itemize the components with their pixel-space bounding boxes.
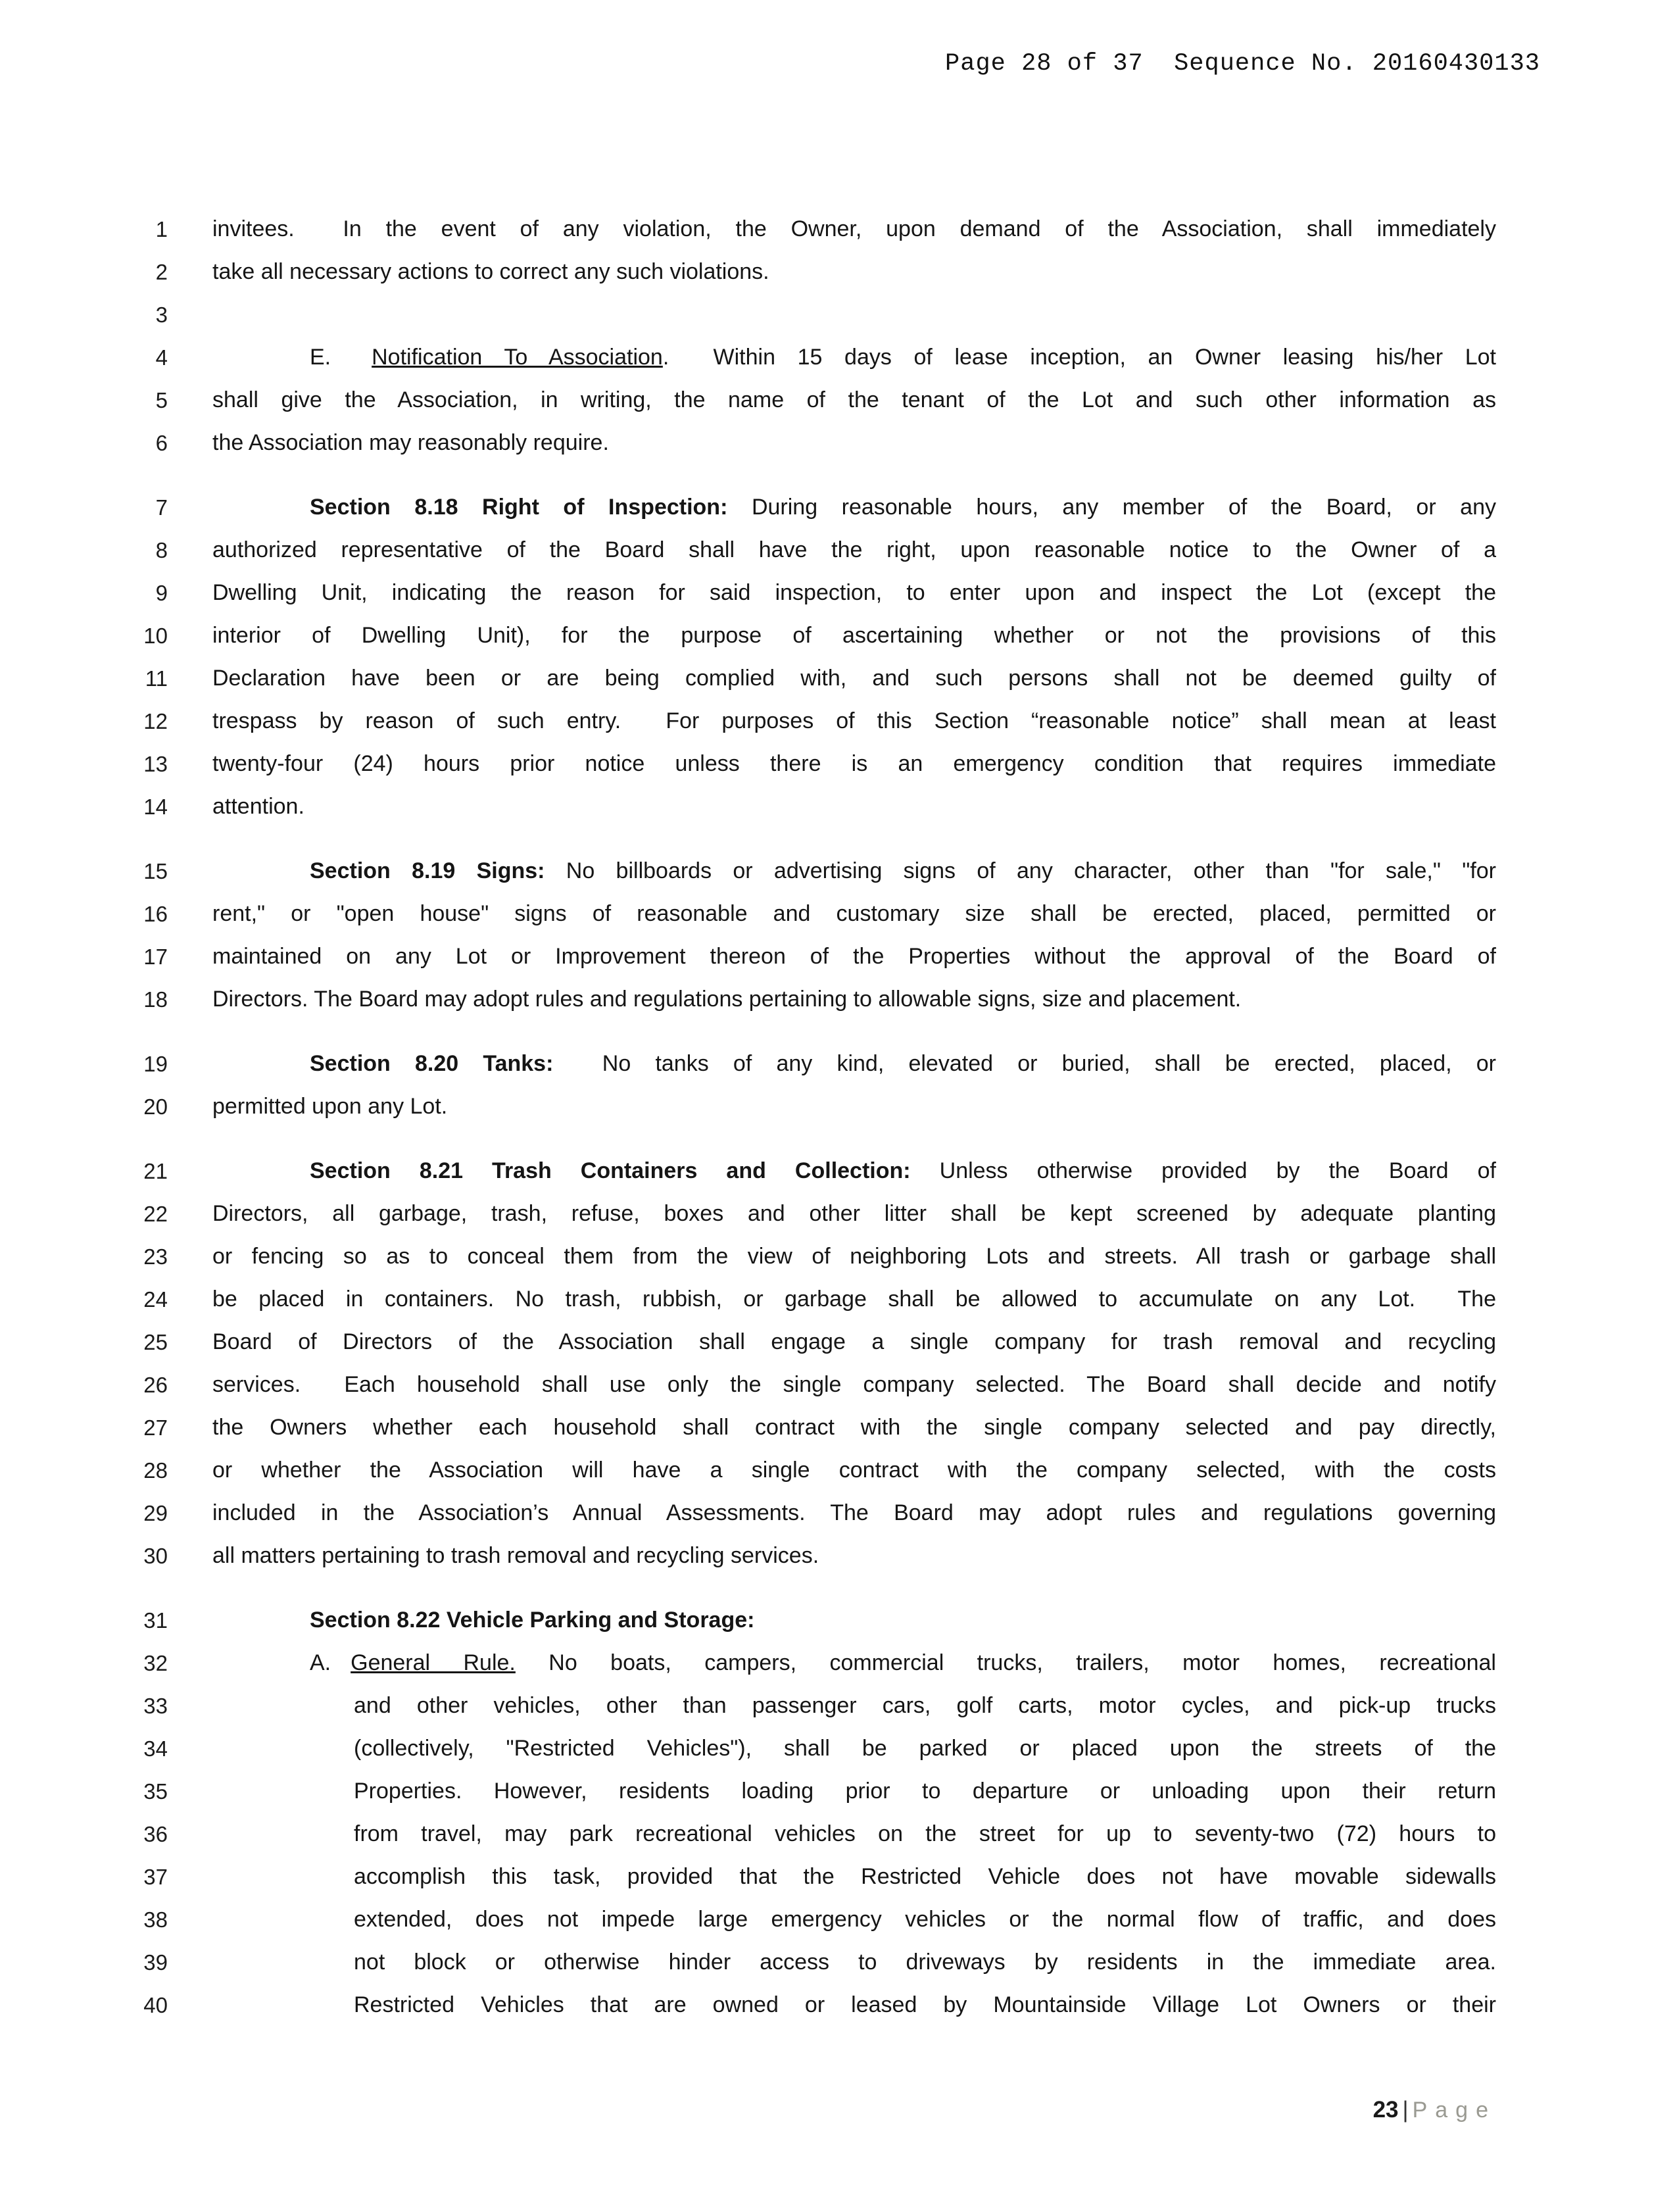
document-line [122, 1321, 1496, 1364]
line-text [212, 1321, 1496, 1364]
line-text-segment: all matters pertaining to trash removal and recycling services. [212, 1543, 819, 1568]
line-text-segment: the Owners whether each household shall contract with the single company selected and pay directly, [212, 1415, 1496, 1440]
line-number: 25 [143, 1330, 168, 1354]
line-text-segment: Section 8.22 Vehicle Parking and Storage: [310, 1608, 755, 1633]
document-line [122, 486, 1496, 529]
footer-separator: | [1402, 2097, 1409, 2123]
line-text [212, 1599, 1496, 1642]
line-text-segment: be placed in containers. No trash, rubbish, or garbage shall be allowed to accumulate on any Lot. The [212, 1287, 1496, 1312]
line-number: 20 [143, 1094, 168, 1119]
document-line [122, 1406, 1496, 1449]
line-number: 17 [143, 945, 168, 969]
line-text-segment: permitted upon any Lot. [212, 1094, 448, 1119]
document-line [122, 1599, 1496, 1642]
line-text [212, 208, 1496, 251]
document-line [122, 1235, 1496, 1278]
document-line [122, 1449, 1496, 1492]
line-text [212, 1856, 1496, 1898]
line-text-segment: Section 8.18 Right of Inspection: [310, 495, 728, 520]
line-number: 5 [155, 388, 168, 412]
line-text-segment: A. [310, 1650, 331, 1675]
document-line [122, 1278, 1496, 1321]
line-number: 3 [155, 303, 168, 327]
line-text [212, 1535, 1496, 1577]
line-text-segment: Section 8.20 Tanks: [310, 1051, 554, 1076]
line-text-segment: from travel, may park recreational vehicles on the street for up to seventy-two (72) hours to [354, 1821, 1496, 1846]
line-text [212, 978, 1496, 1021]
line-text-segment: the Association may reasonably require. [212, 430, 609, 455]
line-text-segment: No billboards or advertising signs of any character, other than "for sale," "for [545, 858, 1496, 883]
line-text-segment: During reasonable hours, any member of the Board, or any [727, 495, 1496, 520]
document-line [122, 1941, 1496, 1984]
line-number: 31 [143, 1608, 168, 1633]
document-line [122, 850, 1496, 893]
line-text-segment: No boats, campers, commercial trucks, trailers, motor homes, recreational [515, 1650, 1496, 1675]
line-number: 37 [143, 1865, 168, 1889]
line-number: 29 [143, 1501, 168, 1525]
footer-page-number: 23 [1372, 2097, 1399, 2123]
footer-page-word: Page [1412, 2098, 1496, 2123]
line-number: 8 [155, 538, 168, 562]
line-text-segment: trespass by reason of such entry. For purposes of this Section “reasonable notice” shall mean at least [212, 708, 1496, 733]
header-text: Page 28 of 37 Sequence No. 20160430133 [945, 50, 1540, 78]
line-text [212, 1813, 1496, 1856]
line-text [212, 657, 1496, 700]
line-text [212, 1278, 1496, 1321]
line-number: 12 [143, 709, 168, 733]
line-text-segment: Properties. However, residents loading prior to departure or unloading upon their return [354, 1779, 1496, 1804]
line-text [212, 1235, 1496, 1278]
line-number: 6 [155, 431, 168, 455]
line-text-segment: attention. [212, 794, 304, 819]
line-text-segment: General Rule. [351, 1650, 516, 1675]
document-line [122, 1898, 1496, 1941]
line-text [212, 893, 1496, 935]
line-number: 19 [143, 1052, 168, 1076]
line-number: 28 [143, 1458, 168, 1483]
line-number: 40 [143, 1993, 168, 2017]
line-text [212, 251, 1496, 293]
line-text [212, 785, 1496, 828]
line-number: 18 [143, 987, 168, 1012]
line-number: 30 [143, 1544, 168, 1568]
line-number: 22 [143, 1202, 168, 1226]
line-text [212, 379, 1496, 422]
document-line [122, 785, 1496, 828]
line-text [212, 1043, 1496, 1085]
line-text-segment: extended, does not impede large emergency vehicles or the normal flow of traffic, and does [354, 1907, 1496, 1932]
line-text-segment: services. Each household shall use only the single company selected. The Board shall decide and notify [212, 1372, 1496, 1397]
line-number: 32 [143, 1651, 168, 1675]
line-number: 9 [155, 581, 168, 605]
line-text [212, 1727, 1496, 1770]
line-number: 1 [155, 217, 168, 241]
line-text-segment: Declaration have been or are being complied with, and such persons shall not be deemed guilty of [212, 666, 1496, 691]
line-number: 38 [143, 1907, 168, 1932]
line-number: 27 [143, 1415, 168, 1440]
line-number: 2 [155, 260, 168, 284]
line-text [212, 1406, 1496, 1449]
line-text [212, 1642, 1496, 1684]
document-line [122, 614, 1496, 657]
line-number: 16 [143, 902, 168, 926]
line-text [212, 1898, 1496, 1941]
line-text [212, 1492, 1496, 1535]
line-text [212, 1449, 1496, 1492]
line-number: 21 [143, 1159, 168, 1183]
line-text [212, 1364, 1496, 1406]
line-text [212, 336, 1496, 379]
line-text-segment: authorized representative of the Board shall have the right, upon reasonable notice to the Owner of a [212, 537, 1496, 562]
line-text-segment: or fencing so as to conceal them from the view of neighboring Lots and streets. All trash or garbage shall [212, 1244, 1496, 1269]
page-header [884, 22, 1540, 105]
line-number: 33 [143, 1694, 168, 1718]
document-line [122, 1770, 1496, 1813]
line-number: 39 [143, 1950, 168, 1975]
line-number: 23 [143, 1244, 168, 1269]
line-text-segment: Section 8.19 Signs: [310, 858, 545, 883]
document-line [122, 572, 1496, 614]
line-text-segment: accomplish this task, provided that the Restricted Vehicle does not have movable sidewalls [354, 1864, 1496, 1889]
document-line [122, 251, 1496, 293]
line-number: 14 [143, 795, 168, 819]
document-line [122, 422, 1496, 464]
line-text [212, 1770, 1496, 1813]
document-line [122, 1492, 1496, 1535]
line-text [212, 293, 1496, 336]
document-line [122, 1727, 1496, 1770]
line-text [212, 1984, 1496, 2027]
line-text [212, 1684, 1496, 1727]
document-line [122, 1642, 1496, 1684]
line-text [212, 614, 1496, 657]
line-text-segment: Dwelling Unit, indicating the reason for said inspection, to enter upon and inspect the Lot (except the [212, 580, 1496, 605]
document-line [122, 293, 1496, 336]
line-text-segment: included in the Association’s Annual Assessments. The Board may adopt rules and regulations governing [212, 1500, 1496, 1525]
line-text-segment: Board of Directors of the Association shall engage a single company for trash removal and recycling [212, 1329, 1496, 1354]
line-number: 10 [143, 624, 168, 648]
line-text-segment: No tanks of any kind, elevated or buried, shall be erected, placed, or [553, 1051, 1496, 1076]
line-text [212, 486, 1496, 529]
line-text-segment: twenty-four (24) hours prior notice unless there is an emergency condition that requires immediate [212, 751, 1496, 776]
document-body [122, 208, 1496, 2027]
document-line [122, 379, 1496, 422]
line-number: 26 [143, 1373, 168, 1397]
document-line [122, 1684, 1496, 1727]
document-line [122, 743, 1496, 785]
line-text [212, 572, 1496, 614]
line-number: 36 [143, 1822, 168, 1846]
line-text [212, 1192, 1496, 1235]
line-text-segment: Section 8.21 Trash Containers and Collection: [310, 1158, 911, 1183]
document-line [122, 336, 1496, 379]
line-text [212, 743, 1496, 785]
line-text [212, 529, 1496, 572]
line-number: 13 [143, 752, 168, 776]
line-text-segment: Unless otherwise provided by the Board of [910, 1158, 1496, 1183]
document-line [122, 935, 1496, 978]
line-text-segment: Directors, all garbage, trash, refuse, boxes and other litter shall be kept screened by adequate planting [212, 1201, 1496, 1226]
line-text [212, 850, 1496, 893]
document-line [122, 1150, 1496, 1192]
line-number: 24 [143, 1287, 168, 1312]
line-text-segment: Notification To Association [372, 345, 663, 370]
document-line [122, 700, 1496, 743]
document-line [122, 1535, 1496, 1577]
line-text [212, 700, 1496, 743]
line-text-segment: . Within 15 days of lease inception, an Owner leasing his/her Lot [662, 345, 1496, 370]
document-line [122, 978, 1496, 1021]
line-text [212, 935, 1496, 978]
document-line [122, 893, 1496, 935]
line-text-segment: E. [310, 345, 331, 370]
document-line [122, 529, 1496, 572]
line-number: 7 [155, 495, 168, 520]
document-line [122, 657, 1496, 700]
line-text [212, 422, 1496, 464]
document-line [122, 1984, 1496, 2027]
line-text-segment: interior of Dwelling Unit), for the purpose of ascertaining whether or not the provisions of this [212, 623, 1496, 648]
document-line [122, 1192, 1496, 1235]
line-text-segment: or whether the Association will have a single contract with the company selected, with the costs [212, 1458, 1496, 1483]
line-number: 34 [143, 1736, 168, 1761]
line-text [212, 1941, 1496, 1984]
line-text-segment: rent," or "open house" signs of reasonable and customary size shall be erected, placed, permitted or [212, 901, 1496, 926]
document-line [122, 1856, 1496, 1898]
line-text-segment: Restricted Vehicles that are owned or leased by Mountainside Village Lot Owners or their [354, 1992, 1496, 2017]
line-text [212, 1085, 1496, 1128]
line-number: 4 [155, 345, 168, 370]
line-number: 35 [143, 1779, 168, 1804]
line-text [212, 1150, 1496, 1192]
document-line [122, 1085, 1496, 1128]
line-text-segment: not block or otherwise hinder access to driveways by residents in the immediate area. [354, 1950, 1496, 1975]
line-text-segment: shall give the Association, in writing, the name of the tenant of the Lot and such other information as [212, 387, 1496, 412]
line-text-segment: Directors. The Board may adopt rules and regulations pertaining to allowable signs, size and placement. [212, 987, 1242, 1012]
document-line [122, 1043, 1496, 1085]
line-text-segment: (collectively, "Restricted Vehicles"), shall be parked or placed upon the streets of the [354, 1736, 1496, 1761]
line-text-segment: take all necessary actions to correct any such violations. [212, 259, 769, 284]
document-line [122, 208, 1496, 251]
line-number: 15 [143, 859, 168, 883]
page-footer [1373, 2097, 1496, 2123]
line-text-segment: and other vehicles, other than passenger cars, golf carts, motor cycles, and pick-up trucks [354, 1693, 1496, 1718]
line-text-segment: invitees. In the event of any violation, the Owner, upon demand of the Association, shall immediately [212, 216, 1496, 241]
document-line [122, 1813, 1496, 1856]
document-line [122, 1364, 1496, 1406]
line-number: 11 [145, 666, 168, 691]
line-text-segment: maintained on any Lot or Improvement thereon of the Properties without the approval of the Board of [212, 944, 1496, 969]
